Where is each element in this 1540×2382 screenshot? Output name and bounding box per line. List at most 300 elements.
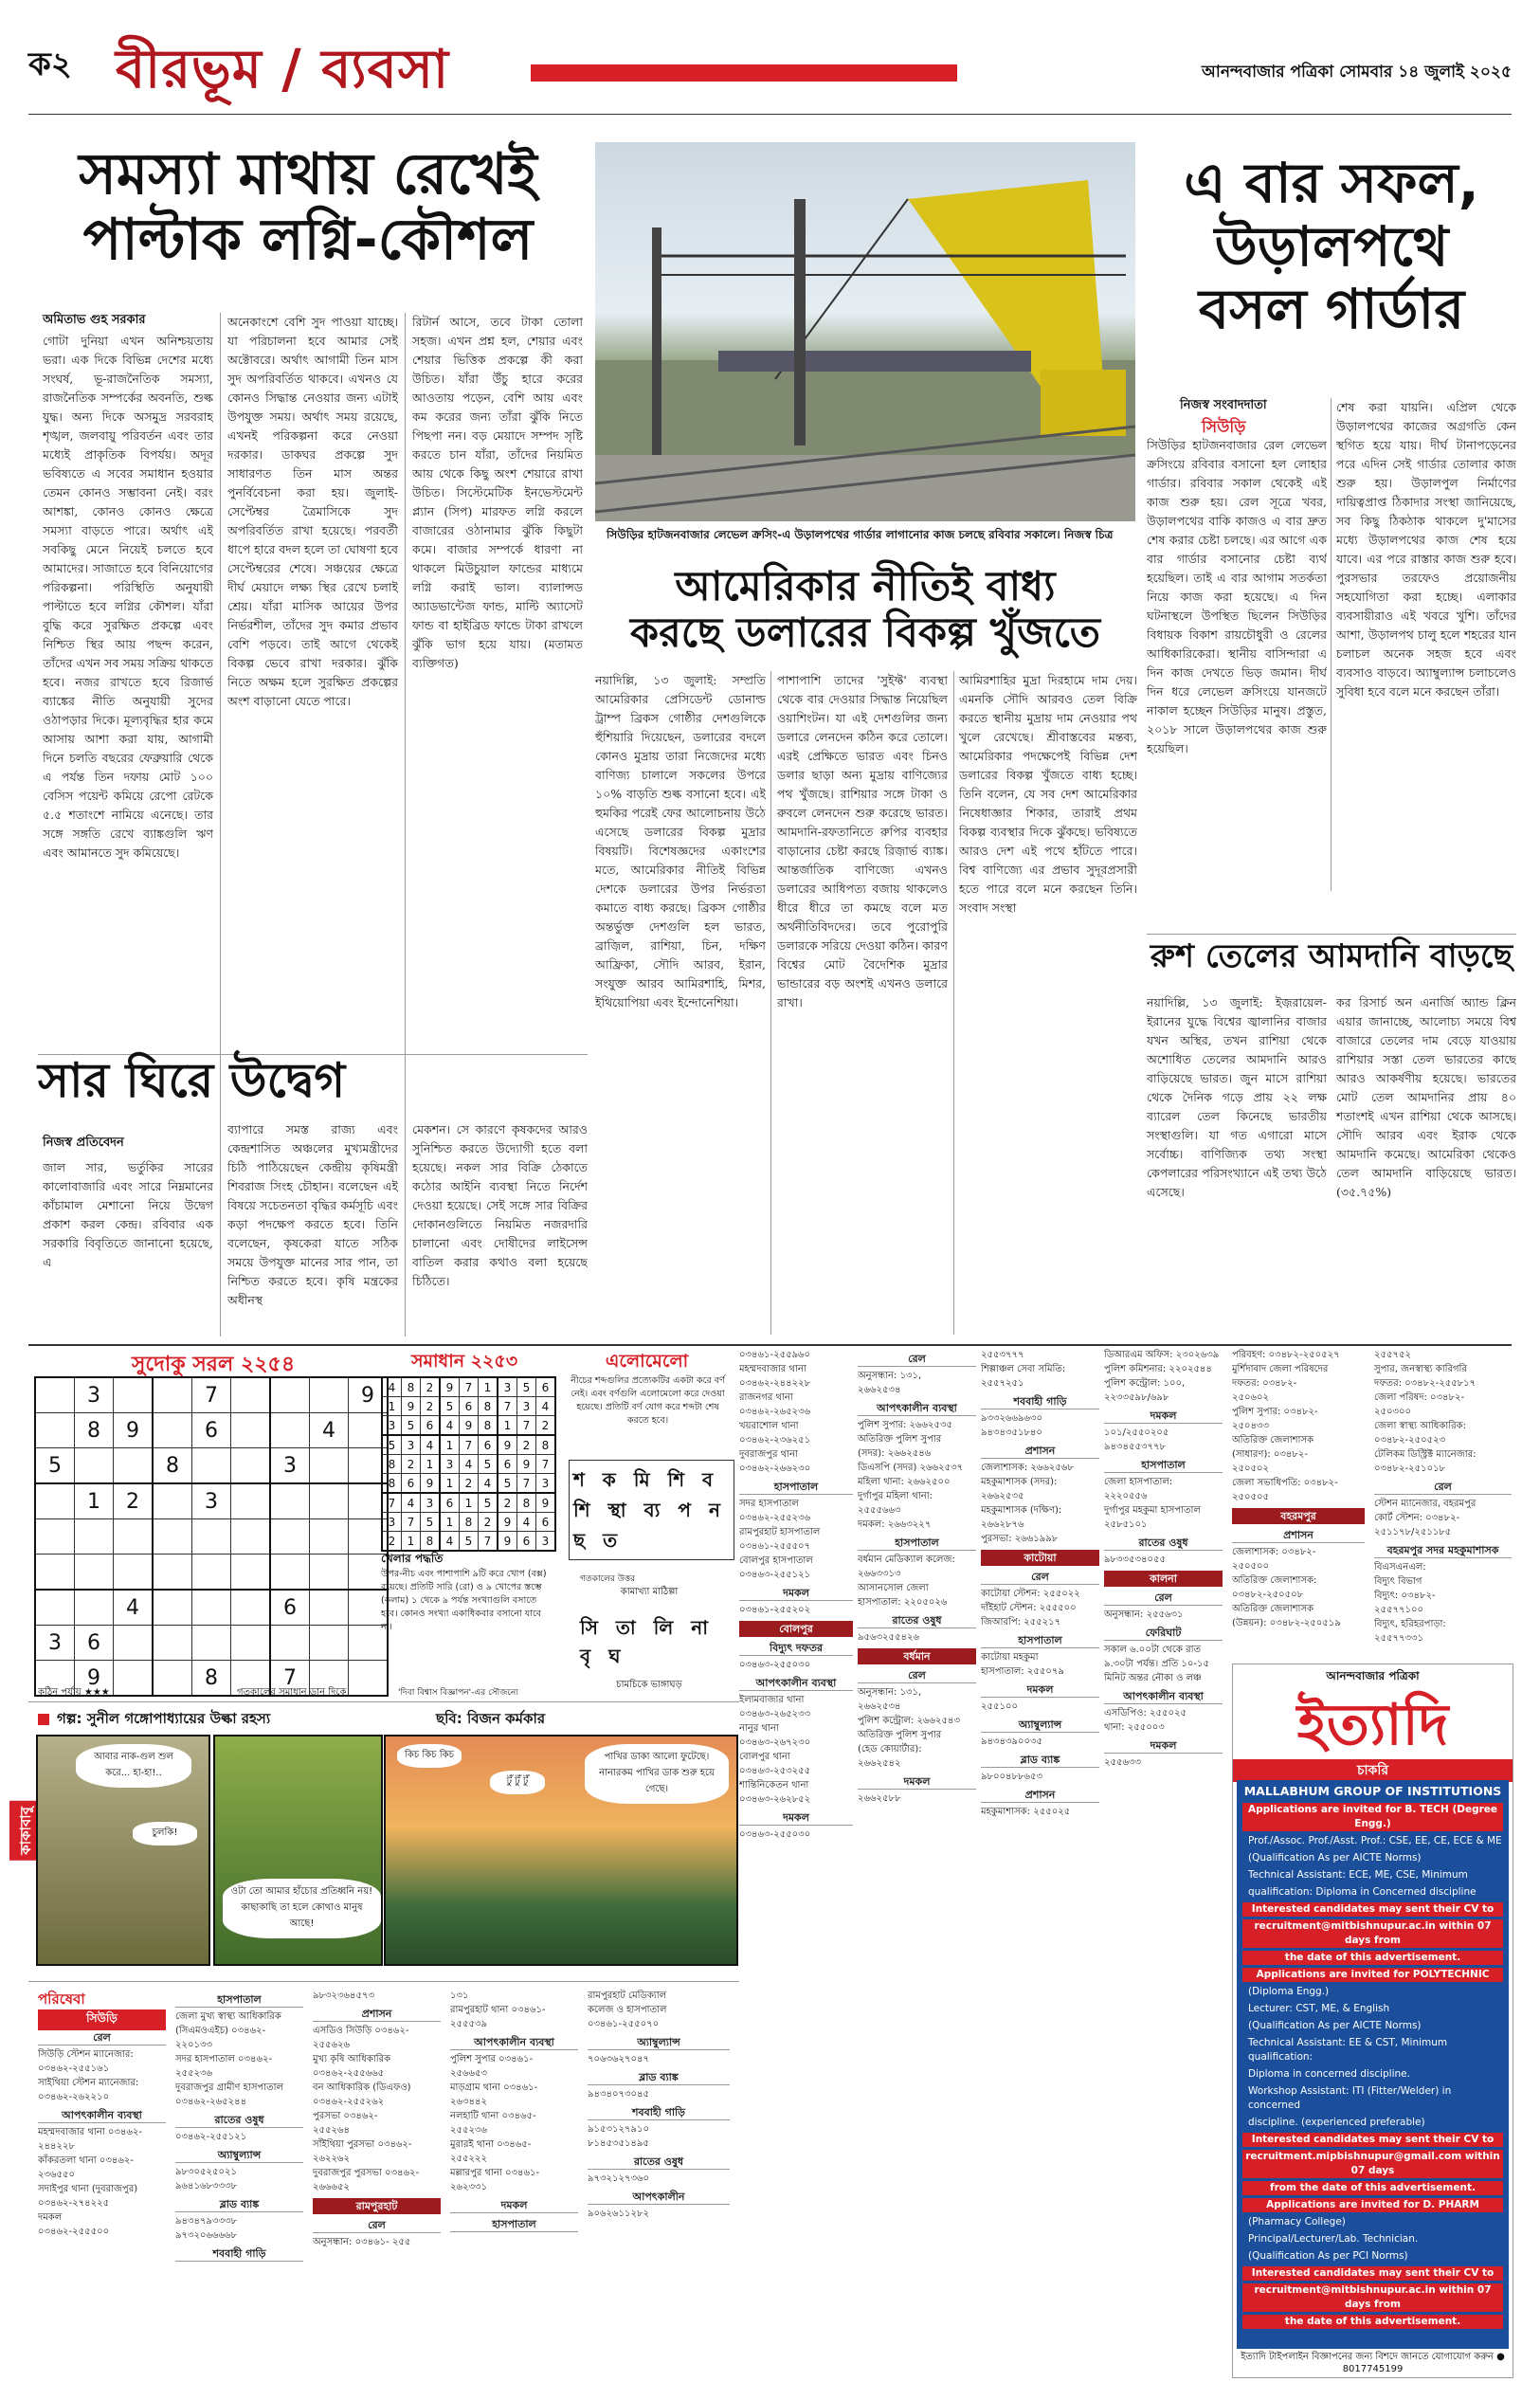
list-entry: এসডিও সিউড়ি ০৩৪৬২- [313,2026,409,2036]
crane-photo [595,142,1135,521]
sudoku-cell [231,1626,271,1661]
sudoku-title: সুদোকু সরল ২২৫৪ [131,1353,296,1376]
sudoku-cell [192,1555,231,1591]
list-entry: অনুসন্ধান: ১৩১, [858,1687,922,1698]
sudoku-cell [35,1590,75,1626]
list-entry: শান্তিনিকেতন থানা [739,1780,809,1791]
story3-rule-b [953,671,954,1335]
list-heading: ব্লাড ব্যাঙ্ক [588,2070,730,2085]
solution-cell: 5 [517,1377,536,1397]
list-entry: ০৩৪৬২-২৫৫২৩৬ [739,1513,811,1523]
sudoku-cell [310,1483,349,1519]
story3-rule-a [770,671,771,1335]
list-entry: (সাধারণ): ০৩৪৮২- [1232,1449,1309,1460]
list-heading: বহরমপুর সদর মহকুমাশাসক [1374,1543,1512,1558]
list-entry: ৯৩৩২৬৬৯৬৩০ [981,1413,1042,1424]
list-entry: পুলিশ কন্ট্রোল: ২৬৬২৫৪৩ [858,1716,960,1726]
solution-cell: 2 [536,1416,556,1436]
list-entry: ০৩৪৬২-২৫৫১২১ [175,2132,247,2142]
sudoku-cell [114,1377,154,1413]
list-entry: ০৩৪৬১-২৫৫৫০৭ [739,1541,811,1552]
list-heading: দমকল [858,1774,976,1790]
sudoku-cell [231,1448,271,1484]
sudoku-cell: 7 [192,1377,231,1413]
list-entry: ০৩৪৬২-২৫৫৬৬৫ [313,2068,385,2079]
list-heading: হাসপাতাল [858,1536,976,1551]
list-entry: ৯৪৩৪৩৫১৮৪০ [981,1427,1042,1438]
ad-line: Interested candidates may sent their CV to [1242,1902,1503,1917]
ad-line: Prof./Assoc. Prof./Asst. Prof.: CSE, EE, CE, ECE & ME [1248,1835,1502,1846]
list-entry: ২৫০৬০২ [1232,1392,1269,1403]
ad-line: Workshop Assistant: ITI (Fitter/Welder) in concerned [1248,2085,1452,2111]
list-heading: প্রশাসন [981,1444,1099,1459]
list-heading: দমকল [739,1586,853,1601]
sudoku-cell [270,1483,310,1519]
list-entry: জেলাশাসক: ২৬৬২৫৬৮ [981,1463,1074,1473]
list-entry: মুরারই থানা ০৩৪৬৫- [450,2139,532,2150]
solution-cell: 3 [517,1397,536,1416]
list-entry: দুর্গাপুর মহিলা থানা: [858,1491,933,1501]
solution-cell: 4 [382,1377,402,1397]
list-entry: ২২০১৩৩ [175,2040,212,2050]
listings-col-a [739,1348,853,2376]
list-entry: ২৫৮৫১০১ [1104,1519,1148,1530]
solution-cell: 2 [479,1513,498,1532]
solution-cell: 3 [536,1532,556,1552]
ittyadi-title: ইত্যাদি [1296,1692,1449,1758]
list-heading: অ্যাম্বুল্যান্স [175,2148,303,2163]
list-entry: ২৫০৪৩৩ [1232,1421,1269,1431]
list-heading: ফেরিঘাট [1104,1626,1223,1641]
elomelo-title: এলোমেলো [605,1351,689,1372]
sudoku-cell [192,1519,231,1555]
list-heading: দমকল [739,1810,853,1826]
list-entry: ২৫৫৬২৬ [313,2040,350,2050]
list-entry: ইলামবাজার থানা [739,1695,805,1705]
ittyadi-footer: ইত্যাদি টাইপলাইন বিজ্ঞাপনের জন্য বিশদে জানতে যোগাযোগ করুন ● 8017745199 [1241,2352,1505,2374]
comic-bubble-1: আবার নাক-গুল শুল করে... হা-হা!.. [76,1744,191,1788]
solution-cell: 7 [460,1377,479,1397]
list-entry: (উন্নয়ন): ০৩৪৮২-২৫০৫১৯ [1232,1618,1341,1628]
ad-line: Principal/Lecturer/Lab. Technician. [1248,2233,1419,2245]
list-entry: থানা: ২৫৫০০৩ [1104,1722,1165,1733]
list-entry: মাড়গ্রাম থানা ০৩৪৬১- [450,2082,538,2093]
solution-title: সমাধান ২২৫৩ [410,1351,518,1372]
sudoku-cell: 3 [192,1483,231,1519]
list-heading: রেল [1374,1480,1512,1495]
list-entry: মহকুমাশাসক (দক্ষিণ): [981,1505,1062,1516]
list-heading: প্রশাসন [313,2007,441,2022]
list-entry: দাঁইহাট স্টেশন: ২৫৫৫০০ [981,1603,1077,1613]
list-entry: জিআরপি: ২৫৫২১৭ [981,1617,1061,1627]
list-city-chip: বর্ধমান [858,1648,976,1664]
story3-col3: আমিরশাহির মুদ্রা দিরহামে দাম দেয়। এমনকি সৌদি আরবও তেল বিক্রি করতে স্থানীয় মুদ্রায় দাম নেওয়ার পথ খুলে রেখেছে। শ্রীবাস্তবের মন্তব্য, আমেরিকার পদক্ষেপেই বিভিন্ন দেশ ডলারের বিকল্প খুঁজতে বাধ্য হচ্ছে। তিনি বলেন, যে সব দেশ আমেরিকার নিষেধাজ্ঞার শিকার, তারাই প্রথম বিকল্প ব্যবস্থার দিকে ঝুঁকছে। ভবিষ্যতে আরও দেশ এই পথে হাঁটতে পারে। বিশ্ব বাণিজ্যে এর প্রভাব সুদূরপ্রসারী হতে পারে বলে মনে করছেন তিনি। সংবাদ সংস্থা [959,673,1137,915]
list-entry: ১৩১ [450,1991,469,2001]
ad-line: (Diploma Engg.) [1248,1986,1330,1997]
solution-cell: 1 [440,1513,460,1532]
list-entry: ০৩৪৬৩-২৫৫০৩০ [739,1829,811,1840]
solution-row [382,1532,555,1552]
list-entry: জেলা হাসপাতাল: [1104,1477,1173,1487]
list-entry: পুলিশ কমিশনার: ২২০২৫৪৪ [1104,1364,1212,1374]
list-entry: মুখ্য কৃষি আধিকারিক [313,2054,391,2064]
ad-line: Interested candidates may sent their CV to [1242,2266,1503,2281]
solution-cell: 9 [517,1455,536,1474]
list-heading: হাসপাতাল [450,2217,578,2232]
story2-rule [1331,398,1332,891]
list-city-chip: কাটোয়া [981,1550,1099,1566]
solution-cell: 6 [402,1474,421,1494]
list-heading: রেল [313,2218,441,2233]
story2-col2: শেষ করা যায়নি। এপ্রিল থেকে উড়ালপথের কাজের অগ্রগতি কেন স্থগিত হয়ে যায়। দীর্ঘ টানাপড়েনের পরে এদিন সেই গার্ডার তোলার কাজ শুরু হয়। উড়ালপুল নির্মাণের দায়িত্বপ্রাপ্ত ঠিকাদার সংস্থা জানিয়েছে, সব কিছু ঠিকঠাক থাকলে দু'মাসের মধ্যে উড়ালপথের কাজ শেষ হয়ে যাবে। এর পরে রাস্তার কাজ শুরু হবে। পুরসভার তরফেও প্রয়োজনীয় সহযোগিতা করা হচ্ছে। এলাকার ব্যবসায়ীরাও এই খবরে খুশি। তাঁদের আশা, উড়ালপথ চালু হলে শহরের যান চলাচল অনেক সহজ হবে এবং ব্যবসাও বাড়বে। অ্যাম্বুল্যান্স চলাচলেও সুবিধা হবে বলে মনে করছেন তাঁরা। [1336,400,1516,699]
list-entry: ৯১৫৩১২৭৯১০ [588,2124,649,2135]
list-entry: ৯৭৩২০৬৬৬৬৮ [175,2230,237,2241]
list-heading: আপৎকালীন [588,2190,730,2205]
solution-cell: 6 [517,1532,536,1552]
story3-headline-line2: করছে ডলারের বিকল্প খুঁজতে [630,609,1100,658]
solution-cell: 6 [440,1493,460,1513]
sudoku-cell [35,1377,75,1413]
sudoku-cell [231,1413,271,1448]
sudoku-cell [231,1377,271,1413]
ittyadi-ad [1237,1780,1509,2349]
list-entry: কাটোয়া স্টেশন: ২৫৫০২২ [981,1589,1080,1599]
ittyadi-section: চাকরি [1233,1759,1513,1782]
list-heading: হাসপাতাল [1104,1458,1223,1473]
sudoku-cell [75,1448,114,1484]
solution-board [381,1376,556,1552]
sudoku-cell [231,1555,271,1591]
list-heading: রাতের ওষুধ [1104,1536,1223,1551]
sudoku-board [34,1376,389,1697]
list-entry: ২৫৫৬৩৩ [1104,1757,1141,1768]
list-heading: প্রশাসন [1232,1528,1365,1543]
solution-cell: 3 [498,1377,517,1397]
solution-cell: 9 [498,1513,517,1532]
story5-col3: মেকশন। সে কারণে কৃষকদের আরও সুনিশ্চিত করতে উদ্যোগী হতে বলা হয়েছে। নকল সার বিক্রি ঠেকাতে কঠোর আইনি ব্যবস্থা নিতে নির্দেশ দেওয়া হয়েছে। সেই সঙ্গে সার বিক্রির দোকানগুলিতে নিয়মিত নজরদারি চালানো এবং দোষীদের লাইসেন্স বাতিল করার কথাও বলা হয়েছে চিঠিতে। [412,1122,588,1288]
sudoku-cell [153,1519,192,1555]
solution-cell: 7 [517,1474,536,1494]
sudoku-cell [35,1519,75,1555]
story2-headline-line1: এ বার সফল, [1184,151,1479,215]
list-entry: ২৫১১৭৮/২৫১১৮৫ [1374,1527,1452,1537]
story3-headline [595,564,1135,658]
ad-line: Applications are invited for B. TECH (Degree Engg.) [1242,1803,1503,1831]
list-heading: ব্লাড ব্যাঙ্ক [175,2197,303,2212]
list-entry: জেলা সভাধিপতি: ০৩৪৮২- [1232,1478,1338,1488]
list-heading: রেল [38,2030,166,2046]
list-entry: ২৬৬৬৫২ [313,2182,350,2192]
list-entry: রামপুরহাট হাসপাতাল [739,1527,821,1537]
directory-col1 [38,2027,166,2377]
solution-grid [381,1376,556,1552]
story1-col2: অনেকাংশে বেশি সুদ পাওয়া যাচ্ছে। যা পরিচালনা হবে আমার সেই অক্টোবরে। অর্থাৎ আগামী তিন মাস সুদ অপরিবর্তিত থাকবে। এখনও যে কোনও সিদ্ধান্ত নেওয়ার জন্য এটাই উপযুক্ত সময়। অর্থাৎ সময় রয়েছে, এখনই পরিকল্পনা করে নেওয়া দরকার। ডাকঘর প্রকল্পে সুদ সাধারণত তিন মাস অন্তর পুনর্বিবেচনা করা হয়। জুলাই-সেপ্টেম্বর ত্রৈমাসিকে সুদ অপরিবর্তিত রাখা হয়েছে। পরবর্তী ধাপে হারে বদল হলে তা ঘোষণা হবে সেপ্টেম্বরের শেষে। সঞ্চয়ের ক্ষেত্রে দীর্ঘ মেয়াদে লক্ষ্য স্থির রেখে চলাই শ্রেয়। যাঁরা মাসিক আয়ের উপর নির্ভরশীল, তাঁদের সুদ কমার প্রভাব বেশি পড়বে। তাই আগে থেকেই বিকল্প ভেবে রাখা দরকার। ঝুঁকি নিতে অক্ষম হলে সুরক্ষিত প্রকল্পের অংশ বাড়ানো যেতে পারে। [227,315,398,708]
sudoku-cell [114,1661,154,1697]
comic-title-marker [38,1714,49,1725]
list-entry: রাজনগর থানা [739,1392,793,1403]
solution-cell: 6 [498,1455,517,1474]
list-entry: মহিলা থানা: ২৬৬২৫০০ [858,1477,951,1487]
list-entry: নলহাটি থানা ০৩৪৬৫- [450,2111,536,2121]
directory-city-siuri: সিউড়ি [38,2009,166,2030]
ad-line: Applications are invited for POLYTECHNIC [1242,1968,1503,1982]
solution-cell: 3 [421,1493,441,1513]
sudoku-cell [153,1661,192,1697]
sudoku-cell: 4 [114,1590,154,1626]
solution-cell: 1 [440,1474,460,1494]
ad-line: Technical Assistant: EE & CST, Minimum qualification: [1248,2037,1448,2063]
list-heading: রাতের ওষুধ [588,2155,730,2170]
solution-cell: 1 [479,1377,498,1397]
sudoku-cell: 8 [192,1661,231,1697]
comic-panel-2 [213,1735,383,1966]
list-entry: ০৩৪৬৩-২৫৩২৫৫ [739,1766,811,1776]
list-entry: ৯৮০০৪৮৮৬৫৩ [981,1772,1042,1782]
list-entry: ৭০৬৩৬২৭০৪৭ [588,2054,650,2064]
section-title: বীরভূম / ব্যবসা [116,39,450,100]
directory-col3 [313,1989,441,2377]
list-entry: ৯৪৩৪৫৫৩৭৭৮ [1104,1442,1166,1452]
solution-cell: 8 [421,1532,441,1552]
solution-cell: 3 [402,1435,421,1455]
solution-cell: 2 [460,1474,479,1494]
sudoku-cell [310,1626,349,1661]
paper-date: আনন্দবাজার পত্রিকা সোমবার ১৪ জুলাই ২০২৫ [1202,63,1512,82]
list-city-chip: বোলপুর [739,1621,853,1637]
list-entry: ২৬৬২৫৩৪ [858,1385,901,1395]
solution-row [382,1435,555,1455]
sudoku-cell: 3 [75,1377,114,1413]
story2-byline: নিজস্ব সংবাদদাতা [1180,398,1267,412]
list-entry: বিএসএনএল: [1374,1562,1426,1573]
list-entry: ২৬৬২৫৮৮ [858,1793,901,1804]
middle-rule [28,1344,1512,1346]
list-entry: জেলা স্বাস্থ্য আধিকারিক: [1374,1421,1466,1431]
list-heading: ব্লাড ব্যাঙ্ক [981,1753,1099,1768]
comic-panel-3 [384,1735,738,1966]
list-entry: বিদ্যুৎ: ০৩৪৮২- [1374,1591,1436,1601]
sudoku-cell [270,1413,310,1448]
list-heading: দমকল [981,1682,1099,1698]
list-entry: সাঁইথিয়া পুরসভা ০৩৪৬২- [313,2139,412,2150]
list-entry: (সদর): ২৬৬২৫৪৬ [858,1448,932,1459]
list-entry: ০৩৪৬২-২৬৬২৩০ [739,1464,811,1474]
listings-col-e [1232,1348,1365,1656]
comic-bubble-2: চুলকি! [133,1822,197,1846]
list-entry: ০৩৪৮২-২৫০৫০৮ [1232,1590,1304,1600]
list-heading: আপৎকালীন ব্যবস্থা [858,1401,976,1416]
list-heading: রেল [1104,1591,1223,1606]
list-city-chip: বহরমপুর [1232,1508,1365,1524]
list-city-chip: রামপুরহাট [313,2198,441,2214]
sudoku-row [35,1626,388,1661]
list-entry: ২৫৫১০০ [981,1701,1018,1712]
sudoku-cell [310,1519,349,1555]
sudoku-cell: 1 [75,1483,114,1519]
sudoku-row [35,1555,388,1591]
sudoku-cell: 6 [192,1413,231,1448]
list-entry: ১০১/২৫৫০২০৫ [1104,1427,1169,1438]
list-entry: ২৬৬৩৩১৩ [858,1569,901,1579]
solution-cell: 8 [402,1377,421,1397]
solution-cell: 6 [479,1435,498,1455]
list-entry: ২৫০৫০৫ [1232,1492,1269,1502]
sudoku-cell [35,1555,75,1591]
crane-photo-art [595,142,1135,521]
sudoku-cell [75,1590,114,1626]
list-entry: ২৫৬৬৫৩ [450,2068,487,2079]
list-entry: মহকুমাশাসক: ২৫৫০২৫ [981,1807,1071,1817]
sudoku-cell: 8 [153,1448,192,1484]
story2-col1: সিউড়ির হাটজনবাজার রেল লেভেল ক্রসিংয়ে রবিবার বসানো হল লোহার গার্ডার। রবিবার সকাল থেকেই এই কাজ শুরু হয়। রেল সূত্রে খবর, উড়ালপথের বাকি কাজও এ বার দ্রুত শেষ করার চেষ্টা চলছে। এর আগে এক বার গার্ডার বসানোর চেষ্টা ব্যর্থ হয়েছিল। তাই এ বার আগাম সতর্কতা নিয়ে কাজ করা হয়েছে। এ দিন ঘটনাস্থলে উপস্থিত ছিলেন সিউড়ির বিধায়ক বিকাশ রায়চৌধুরী ও রেলের আধিকারিকেরা। স্থানীয় বাসিন্দারা এ দিন কাজ দেখতে ভিড় জমান। দীর্ঘ দিন ধরে লেভেল ক্রসিংয়ে যানজটে নাকাল হচ্ছেন সিউড়ির মানুষ। প্রস্তুত, ২০১৮ সালে উড়ালপথের কাজ শুরু হয়েছিল। [1147,438,1327,755]
story4-top-rule [1147,934,1516,935]
solution-cell: 8 [382,1455,402,1474]
list-entry: দুর্গাপুর মহকুমা হাসপাতাল [1104,1505,1201,1516]
list-entry: ডিএসপি (সদর) ২৬৬২৫৩৭ [858,1463,964,1473]
solution-cell: 3 [382,1513,402,1532]
solution-cell: 8 [460,1513,479,1532]
list-entry: দমকল [38,2212,63,2223]
list-entry: মহকুমাশাসক (সদর): [981,1477,1058,1487]
list-entry: ২৩৬৫৫০ [38,2170,75,2180]
ad-line: Applications are invited for D. PHARM [1242,2198,1503,2212]
list-entry: ৯৬৪১৬৮৩৩৩৮ [175,2181,237,2191]
list-entry: টেলিকম ডিস্ট্রিক্ট ম্যানেজার: [1374,1449,1477,1460]
sudoku-cell: 3 [35,1626,75,1661]
sudoku-cell [114,1448,154,1484]
story3-headline-line1: আমেরিকার নীতিই বাধ্য [675,563,1056,610]
list-entry: ৯৮৩২৩৬৪৫৭৩ [313,1991,374,2001]
list-entry: ০৩৪৬২-২৪৪২২৮ [739,1378,811,1389]
solution-cell: 8 [517,1493,536,1513]
sudoku-cell: 2 [114,1483,154,1519]
list-entry: অতিরিক্ত পুলিশ সুপার [858,1434,942,1445]
list-entry: জেলা মুখ্য স্বাস্থ্য আধিকারিক [175,2011,281,2022]
solution-cell: 6 [536,1513,556,1532]
solution-cell: 1 [440,1435,460,1455]
solution-cell: 6 [421,1416,441,1436]
directory-col4 [450,1989,578,2377]
solution-cell: 1 [460,1493,479,1513]
list-entry: ২৬৩৪৪২ [450,2097,487,2107]
list-entry: বর্ধমান মেডিক্যাল কলেজ: [858,1555,955,1565]
sudoku-cell [114,1519,154,1555]
solution-cell: 1 [421,1455,441,1474]
sudoku-cell [114,1626,154,1661]
sudoku-difficulty: কঠিন পর্যায় ★★★ [38,1687,110,1698]
solution-credit: 'দিবা বিশ্বাস বিজ্ঞাপন'-এর সৌজন্যে [398,1688,518,1698]
story1-rule-a [220,313,221,1336]
solution-cell: 5 [382,1435,402,1455]
sudoku-cell [310,1448,349,1484]
list-entry: ২৫০৫০০ [1232,1561,1269,1572]
list-entry: ২৫৫৭৭১০০ [1374,1605,1423,1615]
sudoku-cell [231,1483,271,1519]
solution-cell: 8 [479,1397,498,1416]
solution-cell: 5 [479,1493,498,1513]
list-entry: দফতর: ০৩৪৮২- [1232,1378,1297,1389]
list-entry: ০৩৪৬২-২৫৫২৬২ [313,2097,385,2107]
list-entry: বোলপুর থানা [739,1752,790,1762]
solution-cell: 4 [517,1513,536,1532]
list-entry: ২৬৬২৫৩৫ [981,1491,1024,1501]
sudoku-cell [310,1590,349,1626]
list-entry: আসানসোল জেলা [858,1583,929,1593]
elomelo-box2: সি তা লি না বৃ ঘ [580,1616,714,1667]
directory-col5 [588,1989,730,2377]
comic-artist: ছবি: বিজন কর্মকার [436,1710,546,1727]
sudoku-cell [270,1377,310,1413]
list-heading: রাতের ওষুধ [858,1613,976,1628]
list-entry: (সিএমওএইচ) ০৩৪৬২- [175,2026,266,2036]
list-entry: দমকল: ২৬৬৩২২৭ [858,1519,932,1530]
sudoku-cell [231,1590,271,1626]
list-entry: ২৫৫৭৫২ [1374,1350,1411,1360]
list-heading: রেল [858,1352,976,1367]
ad-line: Interested candidates may sent their CV to [1242,2133,1503,2147]
photo-caption: সিউড়ির হাটজনবাজার লেভেল ক্রসিং-এ উড়ালপথের গার্ডার লাগানোর কাজ চলছে রবিবার সকালে। নিজস্ব চিত্র [607,528,1114,541]
list-entry: পুরসভা: ২৬৬১৯৯৮ [981,1534,1059,1544]
sudoku-cell [270,1626,310,1661]
list-entry: অনুসন্ধান: ১৩১, [858,1371,922,1381]
masthead [0,0,1540,142]
list-entry: ০৩৪৮২-২৫১০১৮ [1374,1464,1446,1474]
comic-bubble-4: কিচ কিচ কিচ [397,1744,462,1768]
list-entry: কলেজ ও হাসপাতাল [588,2005,667,2015]
list-entry: বোলপুর হাসপাতাল [739,1555,813,1566]
list-entry: ২৫৫৭২৫১ [981,1378,1024,1389]
sudoku-row [35,1590,388,1626]
solution-cell: 5 [498,1474,517,1494]
list-entry: (হেড কোয়ার্টার): [858,1744,922,1755]
list-entry: সকাল ৬.০০টা থেকে রাত [1104,1645,1201,1655]
listings-col-b [858,1348,976,2376]
sudoku-cell [310,1555,349,1591]
solution-row [382,1397,555,1416]
list-entry: জেলা পরিষদ: ০৩৪৮২- [1374,1392,1465,1403]
list-entry: রামপুরহাট মেডিক্যাল [588,1991,667,2001]
story2-headline-line3: বসল গার্ডার [1198,277,1465,342]
list-entry: ২৬৬২৮৭৬ [981,1519,1024,1530]
comic-bubble-6: পাখির ডাকা আলো ফুটেছে। নানারকম পাখির ডাক শুরু হয়ে গেছে। [585,1744,729,1804]
sudoku-cell [270,1555,310,1591]
list-entry: কাঁকরতলা থানা ০৩৪৬২- [38,2155,134,2166]
list-entry: ২৫৫৫৩৯ [450,2019,487,2029]
ittyadi-panel [1232,1664,1513,2378]
list-heading: হাসপাতাল [981,1633,1099,1648]
list-entry: পুলিশ কন্ট্রোল: ১০০, [1104,1378,1186,1389]
list-entry: দুবরাজপুর গ্রামীণ হাসপাতাল [175,2082,283,2093]
list-entry: ২৫০৩০০ [1374,1407,1411,1417]
solution-cell: 1 [498,1416,517,1436]
story1-rule-b [405,313,406,1336]
list-heading: আপৎকালীন ব্যবস্থা [450,2035,578,2050]
sudoku-cell [153,1413,192,1448]
solution-cell: 4 [402,1493,421,1513]
list-entry: অতিরিক্ত জেলাশাসক [1232,1435,1314,1446]
list-entry: সদর হাসপাতাল [739,1499,799,1509]
solution-cell: 5 [479,1455,498,1474]
sudoku-row [35,1377,388,1413]
list-heading: প্রশাসন [981,1788,1099,1803]
sudoku-cell [192,1590,231,1626]
story1-col3: রিটার্ন আসে, তবে টাকা তোলা সহজ। এখন প্রশ্ন হল, শেয়ার এবং শেয়ার ভিত্তিক প্রকল্পে কী করা উচিত। যাঁরা উঁচু হারে করের আওতায় পড়েন, বেশি আয় এবং কম করের জন্য তাঁরা ঝুঁকি নিতে পিছপা নন। বড় মেয়াদে সম্পদ সৃষ্টি করতে চান যাঁরা, তাঁদের নিয়মিত আয় থেকে কিছু অংশ শেয়ারে রাখা উচিত। সিস্টেমেটিক ইনভেস্টমেন্ট প্ল্যান (সিপ) মারফত লগ্নি করলে বাজারের ওঠানামার ঝুঁকি কিছুটা কমে। বাজার সম্পর্কে ধারণা না থাকলে মিউচুয়াল ফান্ডের মাধ্যমে লগ্নি করাই ভাল। ব্যালান্সড অ্যাডভান্টেজ ফান্ড, মাল্টি অ্যাসেট ফান্ড বা হাইব্রিড ফান্ডে টাকা রাখলে ঝুঁকি ভাগ হয়ে যায়। (মতামত ব্যক্তিগত) [412,315,583,670]
solution-row [382,1377,555,1397]
list-entry: মহম্মদবাজার থানা [739,1364,806,1374]
sudoku-grid [34,1376,389,1697]
sudoku-cell [35,1413,75,1448]
elomelo-answer-label: গতকালের উত্তর [580,1574,636,1584]
